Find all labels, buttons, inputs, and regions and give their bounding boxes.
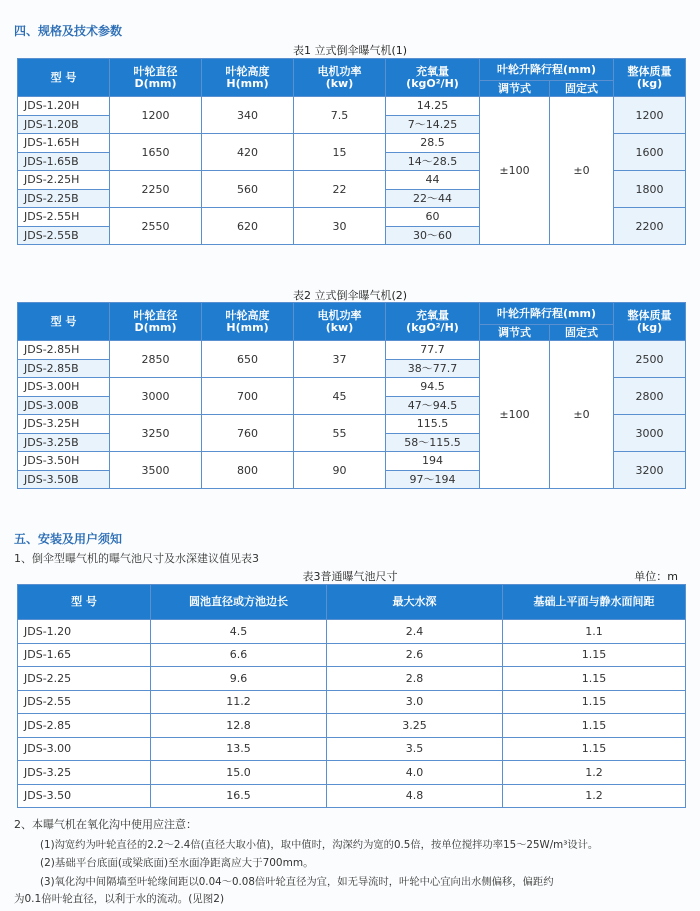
mass-cell: 2200: [614, 208, 686, 245]
base-distance-cell: 1.15: [503, 714, 686, 738]
col-lift-adjustable: 调节式: [480, 325, 550, 341]
oxygen-cell: 97～194: [386, 470, 480, 489]
oxygen-cell: 28.5: [386, 134, 480, 153]
height-cell: 760: [202, 415, 294, 452]
oxygen-cell: 94.5: [386, 378, 480, 397]
col-power: 电机功率 (kw): [294, 303, 386, 341]
section-4-title: 四、规格及技术参数: [14, 24, 123, 38]
col-lift-fixed: 固定式: [550, 81, 614, 97]
power-cell: 55: [294, 415, 386, 452]
col-diameter: 叶轮直径 D(mm): [110, 303, 202, 341]
diameter-cell: 2250: [110, 171, 202, 208]
col-max-depth: 最大水深: [327, 585, 503, 620]
table-row: [18, 620, 686, 644]
item-2-text: 2、本曝气机在氧化沟中使用应注意：: [14, 818, 197, 831]
table-row: [18, 784, 686, 808]
mass-cell: 1200: [614, 97, 686, 134]
max-depth-cell: 2.8: [327, 667, 503, 691]
diameter-cell: 2850: [110, 341, 202, 378]
model-cell: JDS-3.00: [18, 737, 151, 761]
col-mass: 整体质量 (kg): [614, 303, 686, 341]
base-distance-cell: 1.15: [503, 643, 686, 667]
oxygen-cell: 47～94.5: [386, 396, 480, 415]
model-cell: JDS-3.50B: [18, 470, 110, 489]
base-distance-cell: 1.2: [503, 761, 686, 785]
lift-fixed-cell: ±0: [550, 341, 614, 489]
col-lift: 叶轮升降行程(mm): [480, 303, 614, 325]
tank-size-cell: 6.6: [151, 643, 327, 667]
mass-cell: 3000: [614, 415, 686, 452]
table-row: [18, 97, 686, 116]
note-2: (2)基础平台底面(或梁底面)至水面净距离应大于700mm。: [40, 857, 314, 869]
oxygen-cell: 38～77.7: [386, 359, 480, 378]
model-cell: JDS-1.20B: [18, 115, 110, 134]
model-cell: JDS-3.50: [18, 784, 151, 808]
height-cell: 340: [202, 97, 294, 134]
diameter-cell: 3500: [110, 452, 202, 489]
col-tank-size: 圆池直径或方池边长: [151, 585, 327, 620]
max-depth-cell: 3.0: [327, 690, 503, 714]
height-cell: 650: [202, 341, 294, 378]
mass-cell: 1800: [614, 171, 686, 208]
spec-table-2: [17, 302, 686, 489]
tank-size-cell: 4.5: [151, 620, 327, 644]
section-5-title: 五、安装及用户须知: [14, 532, 123, 546]
model-cell: JDS-3.25H: [18, 415, 110, 434]
table-row: [18, 761, 686, 785]
table-row: [18, 643, 686, 667]
oxygen-cell: 7～14.25: [386, 115, 480, 134]
model-cell: JDS-2.85: [18, 714, 151, 738]
col-diameter: 叶轮直径 D(mm): [110, 59, 202, 97]
tank-size-cell: 16.5: [151, 784, 327, 808]
base-distance-cell: 1.15: [503, 667, 686, 691]
max-depth-cell: 2.4: [327, 620, 503, 644]
col-oxygen: 充氧量 (kgO²/H): [386, 59, 480, 97]
lift-adjustable-cell: ±100: [480, 341, 550, 489]
power-cell: 22: [294, 171, 386, 208]
max-depth-cell: 4.8: [327, 784, 503, 808]
model-cell: JDS-2.55H: [18, 208, 110, 227]
col-model: 型 号: [18, 59, 110, 97]
model-cell: JDS-2.55: [18, 690, 151, 714]
table-row: [18, 714, 686, 738]
model-cell: JDS-2.55B: [18, 226, 110, 245]
max-depth-cell: 3.25: [327, 714, 503, 738]
base-distance-cell: 1.15: [503, 737, 686, 761]
model-cell: JDS-1.65: [18, 643, 151, 667]
diameter-cell: 3000: [110, 378, 202, 415]
col-lift-fixed: 固定式: [550, 325, 614, 341]
base-distance-cell: 1.1: [503, 620, 686, 644]
col-power: 电机功率 (kw): [294, 59, 386, 97]
height-cell: 800: [202, 452, 294, 489]
diameter-cell: 1650: [110, 134, 202, 171]
mass-cell: 2500: [614, 341, 686, 378]
col-lift: 叶轮升降行程(mm): [480, 59, 614, 81]
base-distance-cell: 1.2: [503, 784, 686, 808]
oxygen-cell: 77.7: [386, 341, 480, 360]
power-cell: 30: [294, 208, 386, 245]
diameter-cell: 2550: [110, 208, 202, 245]
mass-cell: 1600: [614, 134, 686, 171]
model-cell: JDS-3.50H: [18, 452, 110, 471]
table-row: [18, 667, 686, 691]
diameter-cell: 3250: [110, 415, 202, 452]
table3-caption: 表3普通曝气池尺寸: [302, 570, 398, 583]
mass-cell: 3200: [614, 452, 686, 489]
table-row: [18, 341, 686, 360]
tank-size-table: [17, 584, 686, 808]
height-cell: 700: [202, 378, 294, 415]
oxygen-cell: 22～44: [386, 189, 480, 208]
base-distance-cell: 1.15: [503, 690, 686, 714]
power-cell: 7.5: [294, 97, 386, 134]
mass-cell: 2800: [614, 378, 686, 415]
oxygen-cell: 14～28.5: [386, 152, 480, 171]
max-depth-cell: 2.6: [327, 643, 503, 667]
lift-fixed-cell: ±0: [550, 97, 614, 245]
model-cell: JDS-1.20: [18, 620, 151, 644]
model-cell: JDS-1.65B: [18, 152, 110, 171]
height-cell: 560: [202, 171, 294, 208]
oxygen-cell: 44: [386, 171, 480, 190]
model-cell: JDS-2.85H: [18, 341, 110, 360]
col-lift-adjustable: 调节式: [480, 81, 550, 97]
oxygen-cell: 60: [386, 208, 480, 227]
table-row: [18, 737, 686, 761]
col-mass: 整体质量 (kg): [614, 59, 686, 97]
table2-caption: 表2 立式倒伞曝气机(2): [292, 289, 408, 302]
table-row: [18, 690, 686, 714]
col-base-distance: 基础上平面与静水面间距: [503, 585, 686, 620]
model-cell: JDS-3.25B: [18, 433, 110, 452]
power-cell: 45: [294, 378, 386, 415]
oxygen-cell: 58～115.5: [386, 433, 480, 452]
power-cell: 90: [294, 452, 386, 489]
model-cell: JDS-2.25B: [18, 189, 110, 208]
oxygen-cell: 30～60: [386, 226, 480, 245]
tank-size-cell: 15.0: [151, 761, 327, 785]
oxygen-cell: 115.5: [386, 415, 480, 434]
tank-size-cell: 12.8: [151, 714, 327, 738]
model-cell: JDS-2.25H: [18, 171, 110, 190]
col-model: 型 号: [18, 585, 151, 620]
model-cell: JDS-3.00H: [18, 378, 110, 397]
max-depth-cell: 3.5: [327, 737, 503, 761]
oxygen-cell: 14.25: [386, 97, 480, 116]
model-cell: JDS-2.85B: [18, 359, 110, 378]
diameter-cell: 1200: [110, 97, 202, 134]
model-cell: JDS-2.25: [18, 667, 151, 691]
power-cell: 15: [294, 134, 386, 171]
model-cell: JDS-3.00B: [18, 396, 110, 415]
oxygen-cell: 194: [386, 452, 480, 471]
height-cell: 420: [202, 134, 294, 171]
model-cell: JDS-1.65H: [18, 134, 110, 153]
col-model: 型 号: [18, 303, 110, 341]
col-oxygen: 充氧量 (kgO²/H): [386, 303, 480, 341]
height-cell: 620: [202, 208, 294, 245]
unit-label: 单位：m: [634, 570, 678, 583]
item-1-text: 1、倒伞型曝气机的曝气池尺寸及水深建议值见表3: [14, 552, 259, 565]
note-3a: (3)氧化沟中间隔墙至叶轮缘间距以0.04～0.08倍叶轮直径为宜，如无导流时，叶轮中心宜向出水侧偏移，偏距约: [40, 876, 554, 888]
tank-size-cell: 9.6: [151, 667, 327, 691]
model-cell: JDS-1.20H: [18, 97, 110, 116]
note-3b: 为0.1倍叶轮直径，以利于水的流动。(见图2): [14, 893, 225, 905]
col-height: 叶轮高度 H(mm): [202, 303, 294, 341]
col-height: 叶轮高度 H(mm): [202, 59, 294, 97]
max-depth-cell: 4.0: [327, 761, 503, 785]
table1-caption: 表1 立式倒伞曝气机(1): [292, 44, 408, 57]
tank-size-cell: 11.2: [151, 690, 327, 714]
note-1: (1)沟宽约为叶轮直径的2.2～2.4倍(直径大取小值)，取中值时，沟深约为宽的0.5倍，按单位搅拌功率15～25W/m³设计。: [40, 839, 599, 851]
model-cell: JDS-3.25: [18, 761, 151, 785]
spec-table-1: [17, 58, 686, 245]
tank-size-cell: 13.5: [151, 737, 327, 761]
lift-adjustable-cell: ±100: [480, 97, 550, 245]
power-cell: 37: [294, 341, 386, 378]
